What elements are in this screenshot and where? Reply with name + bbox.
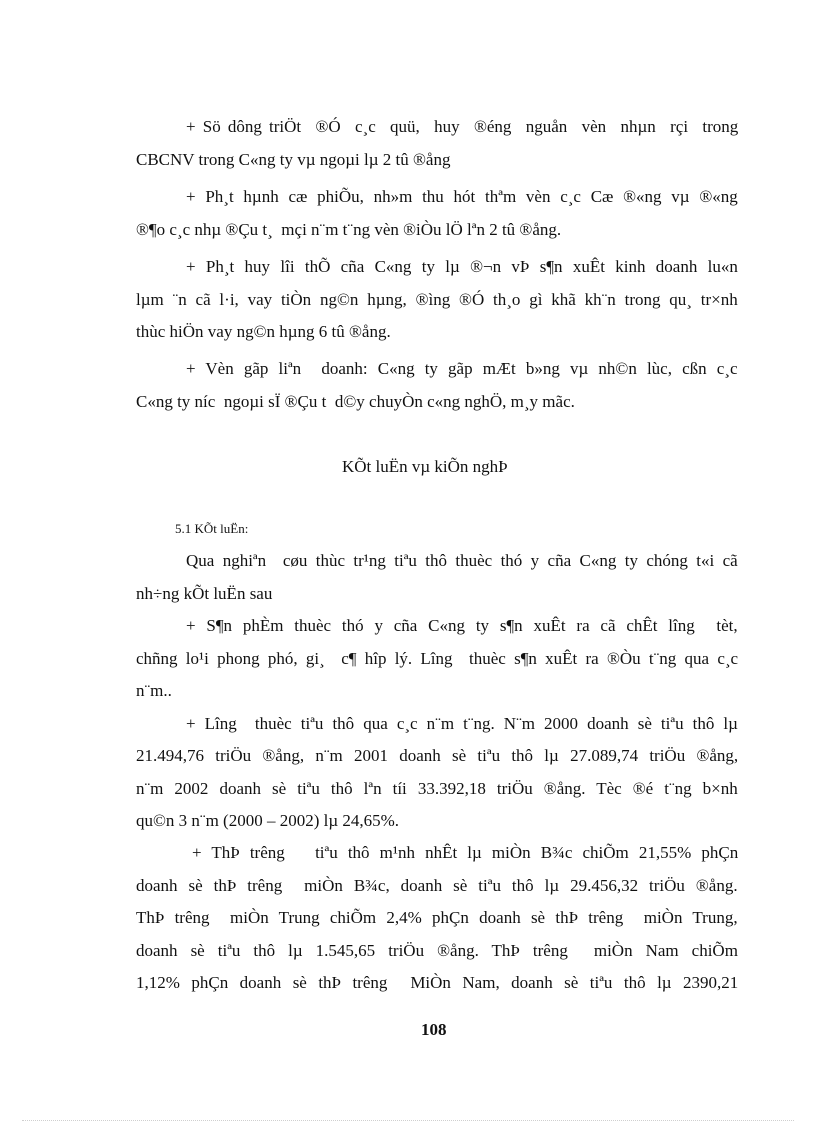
conclusion-4-line-1: + ThÞ trêng tiªu thô m¹nh nhÊt lµ miÒn B¾c chiÕm 21,55% phÇn <box>192 843 739 862</box>
conclusion-2-line-3: n¨m.. <box>136 681 172 700</box>
conclusion-3-line-3: n¨m 2002 doanh sè tiªu thô lªn tíi 33.392,18 triÖu ®ång. Tèc ®é t¨ng b×nh <box>136 779 738 798</box>
paragraph-4-line-2: C«ng ty níc ngoµi sÏ ®Çu t d©y chuyÒn c«ng nghÖ, m¸y mãc. <box>136 392 575 411</box>
paragraph-3-line-1: + Ph¸t huy lîi thÕ cña C«ng ty lµ ®¬n vÞ s¶n xuÊt kinh doanh lu«n <box>186 257 738 276</box>
conclusion-2-line-1: + S¶n phÈm thuèc thó y cña C«ng ty s¶n xuÊt ra cã chÊt lîng tèt, <box>186 616 738 635</box>
conclusion-3-line-1: + Lîng thuèc tiªu thô qua c¸c n¨m t¨ng. N¨m 2000 doanh sè tiªu thô lµ <box>186 714 738 733</box>
conclusion-3-line-4: qu©n 3 n¨m (2000 – 2002) lµ 24,65%. <box>136 811 400 830</box>
paragraph-2-line-2: ®¶o c¸c nhµ ®Çu t¸ mçi n¨m t¨ng vèn ®iÒu lÖ lªn 2 tû ®ång. <box>136 220 562 239</box>
paragraph-1-line-2: CBCNV trong C«ng ty vµ ngoµi lµ 2 tû ®ång <box>136 150 451 169</box>
conclusion-4-line-4: doanh sè tiªu thô lµ 1.545,65 triÖu ®ång. ThÞ trêng miÒn Nam chiÕm <box>136 941 738 960</box>
page-bottom-border <box>22 1120 794 1121</box>
conclusion-1-line-1: Qua nghiªn cøu thùc tr¹ng tiªu thô thuèc thó y cña C«ng ty chóng t«i cã <box>186 551 738 570</box>
conclusion-2-line-2: chñng lo¹i phong phó, gi¸ c¶ hîp lý. Lîng thuèc s¶n xuÊt ra ®Òu t¨ng qua c¸c <box>136 649 739 668</box>
paragraph-3-line-3: thùc hiÖn vay ng©n hµng 6 tû ®ång. <box>136 322 391 341</box>
conclusion-3-line-2: 21.494,76 triÖu ®ång, n¨m 2001 doanh sè tiªu thô lµ 27.089,74 triÖu ®ång, <box>136 746 739 765</box>
subsection-title: 5.1 KÕt luËn: <box>175 521 249 536</box>
paragraph-4-line-1: + Vèn gãp liªn doanh: C«ng ty gãp mÆt b»ng vµ nh©n lùc, cßn c¸c <box>186 359 738 378</box>
conclusion-1-line-2: nh÷ng kÕt luËn sau <box>136 584 273 603</box>
paragraph-1-line-1: + Sö dông triÖt ®Ó c¸c quü, huy ®éng nguån vèn nhµn rçi trong <box>186 117 739 136</box>
paragraph-2-line-1: + Ph¸t hµnh cæ phiÕu, nh»m thu hót thªm vèn c¸c Cæ ®«ng vµ ®«ng <box>186 187 738 206</box>
conclusion-4-line-2: doanh sè thÞ trêng miÒn B¾c, doanh sè tiªu thô lµ 29.456,32 triÖu ®ång. <box>136 876 738 895</box>
conclusion-4-line-5: 1,12% phÇn doanh sè thÞ trêng MiÒn Nam, doanh sè tiªu thô lµ 2390,21 <box>136 973 739 992</box>
section-title: KÕt luËn vµ kiÕn nghÞ <box>342 457 508 476</box>
paragraph-3-line-2: lµm ¨n cã l·i, vay tiÒn ng©n hµng, ®ìng ®Ó th¸o gì khã kh¨n trong qu¸ tr×nh <box>136 290 738 309</box>
page-number: 108 <box>421 1020 447 1039</box>
conclusion-4-line-3: ThÞ trêng miÒn Trung chiÕm 2,4% phÇn doanh sè thÞ trêng miÒn Trung, <box>136 908 738 927</box>
